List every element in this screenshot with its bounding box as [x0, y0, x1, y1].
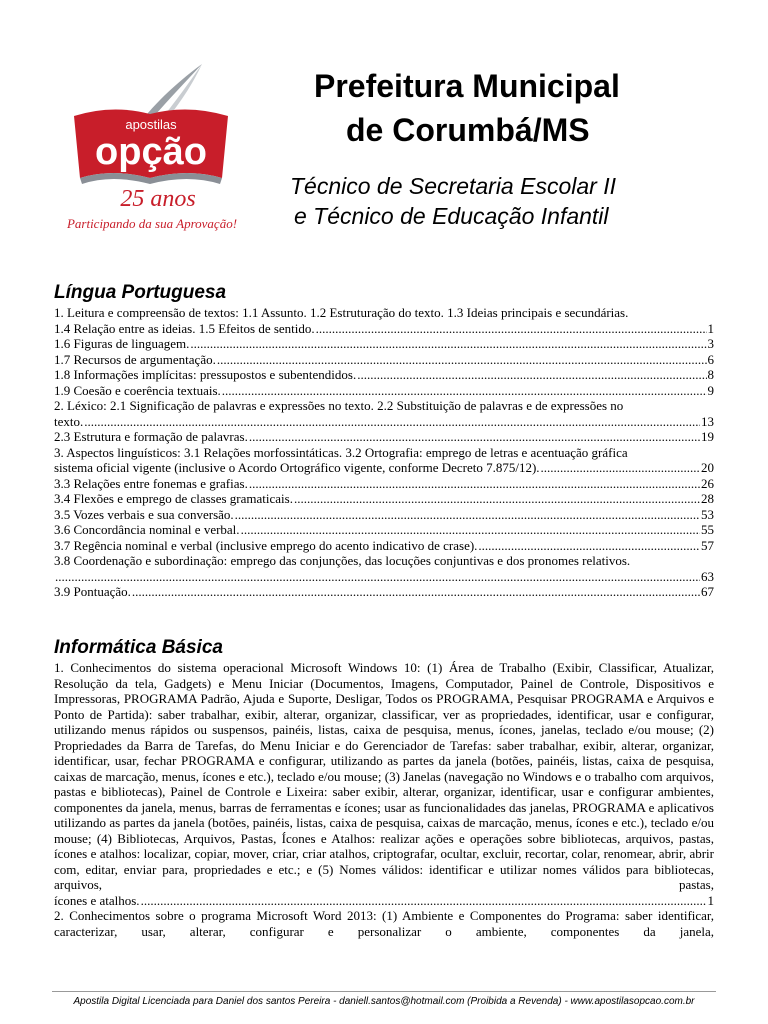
toc-page: 20 [701, 460, 714, 475]
logo-years-text: 25 anos [120, 186, 196, 212]
toc-page: 1 [707, 892, 714, 908]
toc-row [54, 538, 714, 554]
toc-row [54, 352, 714, 368]
toc-paragraph: 1. Conhecimentos do sistema operacional Microsoft Windows 10: (1) Área de Trabalho (Exibir, Classificar, Atualizar, Resolução da tela, Gadgets) e Menu Iniciar (Documentos, Imagens, Computador, Painel de Controle, Dispositivos e Impressoras, PROGRAMA Padrão, Ajuda e Suporte, Desligar, Todos os PROGRAMA, Pesquisar PROGRAMA e Arquivos e Ponto de Partida): saber trabalhar, exibir, alterar, organizar, classificar, ver as propriedades, identificar, usar e configurar, utilizando menus rápidos ou suspensos, painéis, listas, caixa de pesquisa, menus, ícones, janelas, teclado e/ou mouse; (2) Propriedades da Barra de Tarefas, do Menu Iniciar e do Gerenciador de Tarefas: saber trabalhar, exibir, alterar, organizar, identificar, usar, fechar PROGRAMA e configurar, utilizando as partes da janela (botões, painéis, listas, caixa de pesquisa, caixas de marcação, menus, ícones e etc.), teclado e/ou mouse; (3) Janelas (navegação no Windows e o trabalho com arquivos, pastas e bibliotecas), Painel de Controle e Lixeira: saber exibir, alterar, organizar, identificar, usar e configurar ambientes, componentes da janela, menus, barras de ferramentas e ícones; usar as funcionalidades das janelas, PROGRAMA e aplicativos utilizando as partes da janela (botões, painéis, listas, caixa de pesquisa, caixas de marcação, menus, ícones e etc.), teclado e/ou mouse; (4) Bibliotecas, Arquivos, Pastas, Ícones e Atalhos: realizar ações e operações sobre bibliotecas, arquivos, pastas, ícones e atalhos: localizar, copiar, mover, criar, criar atalhos, criptografar, ocultar, excluir, recortar, colar, renomear, abrir, abrir com, editar, enviar para, propriedades e etc.; e (5) Nomes válidos: identificar e utilizar nomes válidos para bibliotecas, arquivos, pastas, [54, 660, 714, 892]
section-lingua-portuguesa [54, 282, 714, 600]
toc-text: sistema oficial vigente (inclusive o Acordo Ortográfico vigente, conforme Decreto 7.875/12). [54, 460, 540, 475]
page-footer: Apostila Digital Licenciada para Daniel dos santos Pereira - daniell.santos@hotmail.com (Proibida a Revenda) - www.apostilasopcao.com.br [73, 996, 695, 1007]
toc-leader [541, 460, 700, 476]
toc-leader [294, 491, 700, 507]
logo-top-text: apostilas [125, 117, 177, 132]
toc-leader [190, 336, 706, 352]
toc-row [54, 507, 714, 523]
toc-row [54, 321, 714, 337]
toc-text: 3.5 Vozes verbais e sua conversão. [54, 506, 234, 522]
toc-row [54, 429, 714, 445]
toc-leader [316, 321, 707, 337]
toc-page: 63 [701, 568, 714, 584]
toc-text: ícones e atalhos. [54, 892, 140, 908]
logo-graphic [52, 56, 257, 236]
toc-text: texto. [54, 413, 84, 429]
toc-text: 3.9 Pontuação. [54, 584, 131, 599]
toc-text: 1.9 Coesão e coerência textuais. [54, 382, 221, 398]
toc-leader [249, 476, 700, 492]
title-line-2: de Corumbá/MS [346, 112, 590, 148]
toc-page: 8 [707, 367, 714, 382]
toc-leader [235, 507, 700, 523]
toc-text: 3.6 Concordância nominal e verbal. [54, 522, 240, 537]
section-title: Língua Portuguesa [54, 282, 227, 303]
toc-line: 3.8 Coordenação e subordinação: emprego das conjunções, das locuções conjuntivas e dos pronomes relativos. [54, 553, 631, 568]
section-informatica-basica [54, 637, 714, 939]
toc-text: 2.3 Estrutura e formação de palavras. [54, 429, 248, 444]
toc-leader [357, 367, 706, 383]
toc-row [54, 336, 714, 352]
toc-row [54, 414, 714, 430]
toc-leader [141, 893, 707, 909]
toc-row [54, 569, 714, 585]
toc-row [54, 893, 714, 909]
toc-text: 1.4 Relação entre as ideias. 1.5 Efeitos de sentido. [54, 320, 315, 336]
toc-page: 55 [701, 522, 714, 537]
logo-tagline-text: Participando da sua Aprovação! [66, 216, 238, 231]
toc-row [54, 522, 714, 538]
toc-page: 13 [701, 413, 714, 429]
toc-text: 3.3 Relações entre fonemas e grafias. [54, 475, 248, 491]
toc-page: 1 [707, 320, 714, 336]
toc-leader [217, 352, 707, 368]
toc-leader [249, 429, 700, 445]
title-line-1: Prefeitura Municipal [314, 68, 620, 104]
toc-leader [241, 522, 700, 538]
footer-divider [52, 991, 716, 992]
toc-page: 53 [701, 506, 714, 522]
toc-paragraph: 2. Conhecimentos sobre o programa Microsoft Word 2013: (1) Ambiente e Componentes do Programa: saber identificar, caracterizar, usar, alterar, configurar e personalizar o ambiente, componentes da janela, [54, 908, 714, 939]
toc-leader [478, 538, 700, 554]
page-subtitle [280, 171, 720, 231]
toc-leader [132, 584, 700, 600]
logo-brand-text: opção [95, 131, 207, 173]
toc-text: 3.4 Flexões e emprego de classes gramaticais. [54, 491, 293, 506]
toc-text: 1.8 Informações implícitas: pressupostos e subentendidos. [54, 367, 357, 382]
toc-line: 1. Leitura e compreensão de textos: 1.1 Assunto. 1.2 Estruturação do texto. 1.3 Ideias principais e secundárias. [54, 305, 629, 320]
toc-leader [222, 383, 707, 399]
toc-page: 3 [707, 336, 714, 351]
toc-leader [55, 569, 700, 585]
apostilas-opcao-logo [52, 56, 257, 236]
toc-row [54, 491, 714, 507]
toc-text: 3.7 Regência nominal e verbal (inclusive emprego do acento indicativo de crase). [54, 537, 478, 553]
subtitle-line-2: e Técnico de Educação Infantil [294, 203, 609, 229]
toc-page: 57 [701, 537, 714, 553]
toc-row [54, 476, 714, 492]
toc-row [54, 383, 714, 399]
toc-line: 3. Aspectos linguísticos: 3.1 Relações morfossintáticas. 3.2 Ortografia: emprego de letras e acentuação gráfica [54, 444, 628, 460]
page-title [280, 64, 720, 152]
toc-page: 19 [701, 429, 714, 444]
toc-page: 28 [701, 491, 714, 506]
toc-leader [84, 414, 700, 430]
toc-page: 6 [707, 351, 714, 367]
toc-page: 67 [701, 584, 714, 599]
toc-row [54, 460, 714, 476]
toc-row [54, 584, 714, 600]
toc-text: 1.7 Recursos de argumentação. [54, 351, 216, 367]
section-title: Informática Básica [54, 637, 223, 658]
toc-row [54, 367, 714, 383]
toc-text: 1.6 Figuras de linguagem. [54, 336, 190, 351]
toc-line: 2. Léxico: 2.1 Significação de palavras e expressões no texto. 2.2 Substituição de palavras e de expressões no [54, 398, 624, 413]
toc-page: 9 [707, 382, 714, 398]
toc-page: 26 [701, 475, 714, 491]
subtitle-line-1: Técnico de Secretaria Escolar II [290, 173, 616, 199]
